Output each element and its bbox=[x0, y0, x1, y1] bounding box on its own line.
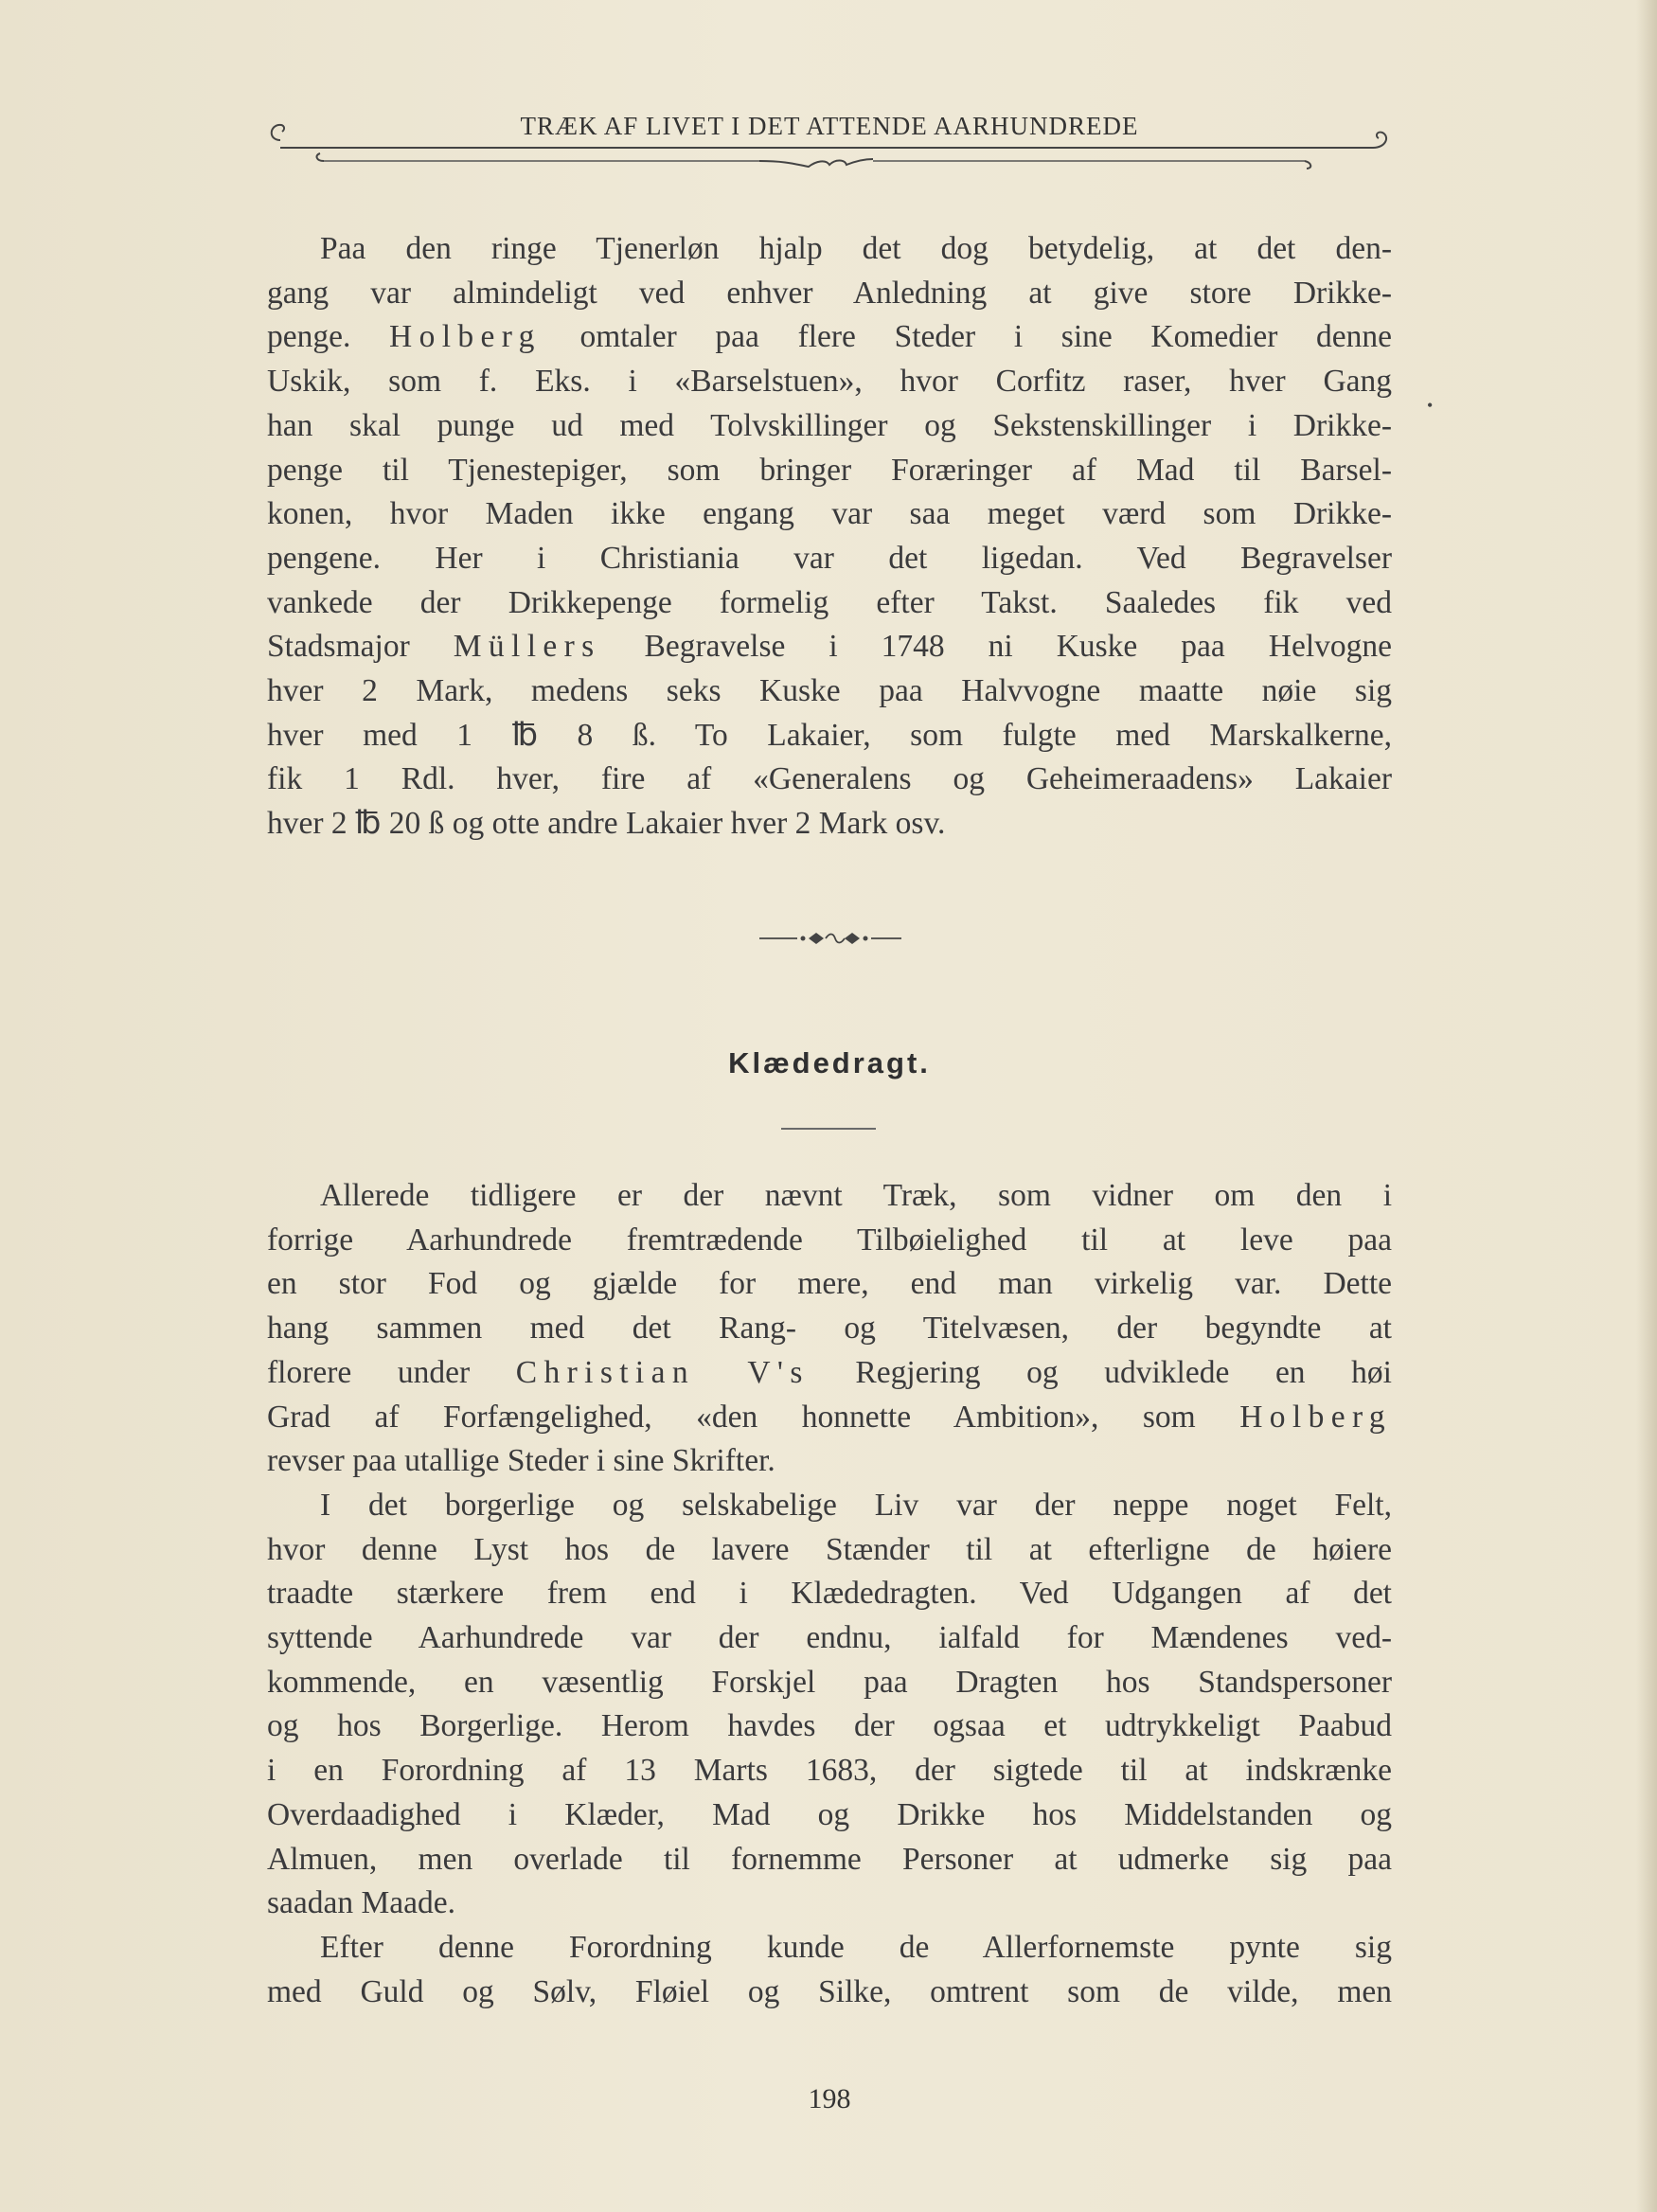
page-edge-shadow bbox=[1636, 0, 1657, 2212]
text-line: hvor denne Lyst hos de lavere Stænder til at efterligne de høiere bbox=[267, 1531, 1392, 1567]
page-header bbox=[267, 106, 1392, 182]
spaced-name-holberg: Holberg bbox=[1239, 1399, 1392, 1435]
text-line: Grad af Forfængelighed, «den honnette Ambition», som Holberg bbox=[267, 1399, 1392, 1435]
text-line: gang var almindeligt ved enhver Anledning at give store Drikke- bbox=[267, 275, 1392, 311]
header-small-left-curl-icon bbox=[317, 153, 324, 161]
text-line: og hos Borgerlige. Herom havdes der ogsaa et udtrykkeligt Paabud bbox=[267, 1708, 1392, 1744]
text-line: Overdaadighed i Klæder, Mad og Drikke hos Middelstanden og bbox=[267, 1796, 1392, 1832]
text-line: syttende Aarhundrede var der endnu, ialfald for Mændenes ved- bbox=[267, 1620, 1392, 1656]
text-line: hver med 1 ℔ 8 ß. To Lakaier, som fulgte med Marskalkerne, bbox=[267, 717, 1392, 753]
spaced-name-holberg: Holberg bbox=[389, 319, 542, 355]
text-line: Stadsmajor Müllers Begravelse i 1748 ni Kuske paa Helvogne bbox=[267, 629, 1393, 665]
text-line: I det borgerlige og selskabelige Liv var der neppe noget Felt, bbox=[320, 1487, 1392, 1523]
text-line: saadan Maade. bbox=[267, 1885, 456, 1921]
text-line: i en Forordning af 13 Marts 1683, der sigtede til at indskrænke bbox=[267, 1753, 1392, 1789]
text-line: Allerede tidligere er der nævnt Træk, som vidner om den i bbox=[320, 1178, 1392, 1213]
text-line: vankede der Drikkepenge formelig efter Takst. Saaledes fik ved bbox=[267, 584, 1392, 620]
text-line: med Guld og Sølv, Fløiel og Silke, omtrent som de vilde, men bbox=[267, 1973, 1392, 2009]
text-line: Almuen, men overlade til fornemme Personer at udmerke sig paa bbox=[267, 1841, 1392, 1877]
text-line: kommende, en væsentlig Forskjel paa Dragten hos Standspersoner bbox=[267, 1664, 1392, 1700]
text-line: konen, hvor Maden ikke engang var saa meget værd som Drikke- bbox=[267, 496, 1392, 532]
section-title: Klædedragt. bbox=[728, 1046, 931, 1079]
text-line: penge. Holberg omtaler paa flere Steder i sine Komedier denne bbox=[267, 319, 1392, 355]
spaced-name-mullers: Müllers bbox=[453, 629, 601, 665]
text-line: han skal punge ud med Tolvskillinger og Sekstenskillinger i Drikke- bbox=[267, 407, 1392, 443]
text-line: Efter denne Forordning kunde de Allerfornemste pynte sig bbox=[320, 1929, 1392, 1965]
text-line: hver 2 Mark, medens seks Kuske paa Halvvogne maatte nøie sig bbox=[267, 673, 1392, 709]
header-center-flourish-icon bbox=[759, 159, 873, 167]
text-line: hang sammen med det Rang- og Titelvæsen, der begyndte at bbox=[267, 1311, 1392, 1347]
text-line: florere under Christian V's Regjering og udviklede en høi bbox=[267, 1354, 1392, 1390]
page-number: 198 bbox=[808, 2083, 851, 2114]
section-body bbox=[267, 1174, 1392, 2014]
text-line: fik 1 Rdl. hver, fire af «Generalens og Geheimeraadens» Lakaier bbox=[267, 761, 1392, 797]
paragraph-drikkepenge bbox=[267, 227, 1392, 847]
text-line: Uskik, som f. Eks. i «Barselstuen», hvor Corfitz raser, hver Gang bbox=[267, 364, 1392, 400]
text-line: revser paa utallige Steder i sine Skrifter. bbox=[267, 1443, 775, 1479]
running-head: TRÆK AF LIVET I DET ATTENDE AARHUNDREDE bbox=[520, 112, 1139, 140]
margin-speck: • bbox=[1427, 396, 1434, 415]
text-line: traadte stærkere frem end i Klædedragten. Ved Udgangen af det bbox=[267, 1576, 1392, 1612]
section-title-rule bbox=[781, 1128, 876, 1130]
text-line: forrige Aarhundrede fremtrædende Tilbøielighed til at leve paa bbox=[267, 1222, 1392, 1258]
text-line: hver 2 ℔ 20 ß og otte andre Lakaier hver 2 Mark osv. bbox=[267, 806, 946, 842]
header-small-right-curl-icon bbox=[1305, 161, 1310, 169]
text-line: pengene. Her i Christiania var det ligedan. Ved Begravelser bbox=[267, 540, 1392, 576]
section-divider-ornament-icon bbox=[759, 924, 901, 953]
text-line: en stor Fod og gjælde for mere, end man virkelig var. Dette bbox=[267, 1266, 1392, 1302]
book-page bbox=[267, 0, 1392, 2212]
text-line: penge til Tjenestepiger, som bringer Foræringer af Mad til Barsel- bbox=[267, 452, 1392, 488]
text-line: Paa den ringe Tjenerløn hjalp det dog betydelig, at det den- bbox=[320, 231, 1392, 266]
spaced-name-christian: Christian V's bbox=[515, 1354, 810, 1390]
